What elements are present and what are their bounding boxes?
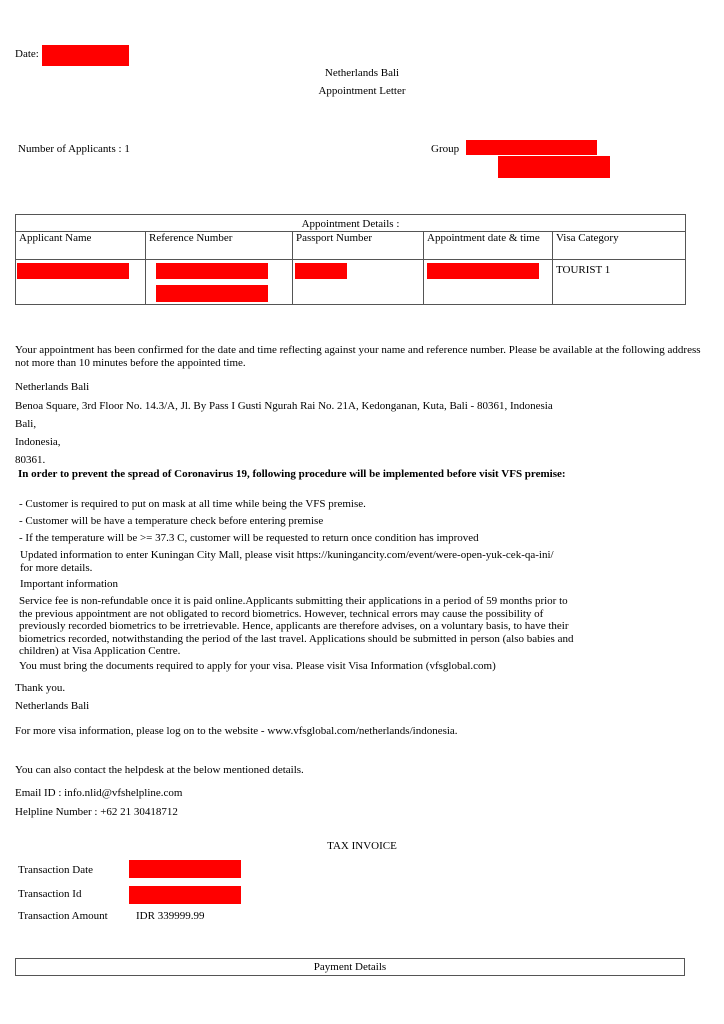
transaction-date-label: Transaction Date — [18, 864, 94, 876]
address-line4: 80361. — [15, 454, 46, 466]
documents-text: You must bring the documents required to apply for your visa. Please visit Visa Information (vfsglobal.com) — [19, 660, 496, 672]
address-line1: Benoa Square, 3rd Floor No. 14.3/A, Jl. By Pass I Gusti Ngurah Rai No. 21A, Kedonganan, Kuta, Bali - 80361, Indonesia — [15, 400, 553, 412]
office-name: Netherlands Bali — [324, 67, 400, 79]
group-label: Group — [431, 143, 460, 155]
website-text: For more visa information, please log on to the website - www.vfsglobal.com/netherlands/indonesia. — [15, 725, 458, 737]
cell-visa-category: TOURIST 1 — [553, 260, 686, 305]
reference-redaction-2 — [156, 285, 268, 302]
confirmation-text: Your appointment has been confirmed for the date and time reflecting against your name and reference number. Please be available at the following address not more than 10 minutes before the appointed time. — [15, 344, 701, 369]
table-caption: Appointment Details : — [16, 215, 686, 232]
applicant-count: Number of Applicants : 1 — [18, 143, 130, 155]
mall-info: Updated information to enter Kuningan City Mall, please visit https://kuningancity.com/event/were-open-yuk-cek-qa-ini/ for more details. — [20, 549, 554, 574]
address-line2: Bali, — [15, 418, 37, 430]
helpline-text: Helpline Number : +62 21 30418712 — [15, 806, 178, 818]
passport-redaction — [295, 263, 347, 279]
transaction-date-redaction — [129, 860, 241, 878]
helpdesk-text: You can also contact the helpdesk at the below mentioned details. — [15, 764, 304, 776]
address-line3: Indonesia, — [15, 436, 61, 448]
transaction-id-redaction — [129, 886, 241, 904]
table-header-passport: Passport Number — [293, 232, 424, 260]
payment-details-header: Payment Details — [15, 958, 685, 976]
thanks-text: Thank you. — [15, 682, 66, 694]
table-header-reference: Reference Number — [146, 232, 293, 260]
table-header-visa: Visa Category — [553, 232, 686, 260]
email-text: Email ID : info.nlid@vfshelpline.com — [15, 787, 183, 799]
date-label: Date: — [15, 48, 39, 60]
group-redaction-2 — [498, 156, 610, 178]
appointment-table — [15, 214, 686, 305]
appointment-redaction — [427, 263, 539, 279]
table-header-appointment: Appointment date & time — [424, 232, 553, 260]
covid-item-3: - If the temperature will be >= 37.3 C, customer will be requested to return once condition has improved — [19, 532, 479, 544]
signoff-text: Netherlands Bali — [15, 700, 90, 712]
applicant-name-redaction — [17, 263, 129, 279]
covid-item-2: - Customer will be have a temperature check before entering premise — [19, 515, 324, 527]
group-redaction — [466, 140, 597, 155]
table-header-applicant: Applicant Name — [16, 232, 146, 260]
important-heading: Important information — [20, 578, 119, 590]
date-redaction — [42, 45, 129, 66]
reference-redaction — [156, 263, 268, 279]
page-title: Appointment Letter — [318, 85, 406, 97]
service-fee-text: Service fee is non-refundable once it is paid online.Applicants submitting their applications in a period of 59 months prior to the previous appointment are not obligated to record biometrics. However, technical errors may cause the possibility of previously recorded biometrics to be irretrievable. Hence, applicants are therefore advises, on a voluntary basis, to have their biometrics recorded, notwithstanding the period of the last travel. Applications should be submitted in person (also babies and children) at Visa Application Centre. — [19, 595, 574, 657]
transaction-id-label: Transaction Id — [18, 888, 82, 900]
address-name: Netherlands Bali — [15, 381, 90, 393]
invoice-title: TAX INVOICE — [327, 840, 397, 852]
transaction-amount-label: Transaction Amount — [18, 910, 108, 922]
covid-item-1: - Customer is required to put on mask at all time while being the VFS premise. — [19, 498, 366, 510]
covid-heading: In order to prevent the spread of Coronavirus 19, following procedure will be implemented before visit VFS premise: — [18, 468, 566, 480]
transaction-amount-value: IDR 339999.99 — [136, 910, 205, 922]
